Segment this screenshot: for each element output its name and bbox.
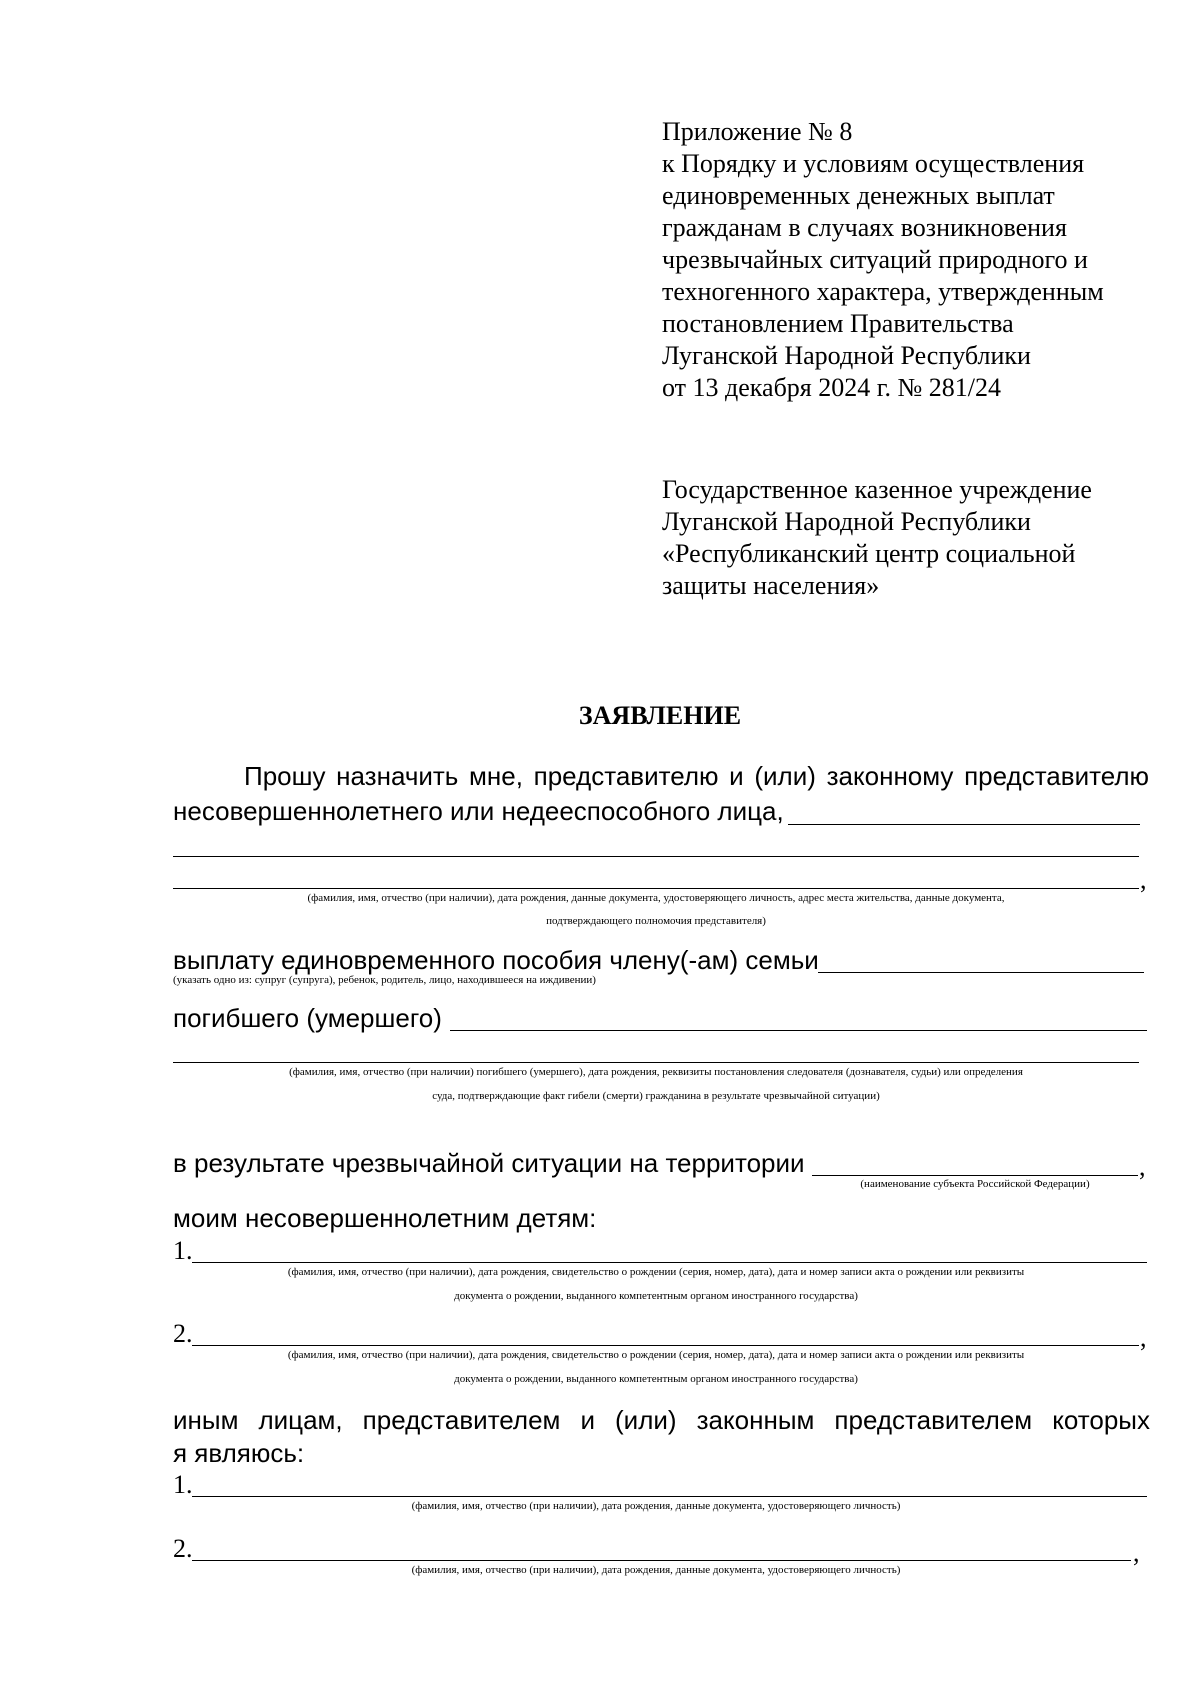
child-number: 2. [173, 1319, 193, 1348]
territory-field[interactable] [812, 1175, 1138, 1176]
others-heading-2: я являюсь: [173, 1438, 305, 1468]
document-title: ЗАЯВЛЕНИЕ [578, 701, 742, 730]
payment-label: выплату единовременного пособия члену(-ам) семьи [173, 945, 819, 975]
request-line-2: несовершеннолетнего или недееспособного лица, [173, 796, 784, 826]
deceased-label: погибшего (умершего) [173, 1003, 442, 1033]
payment-hint: (указать одно из: супруг (супруга), ребенок, родитель, лицо, находившееся на иждивении) [173, 974, 596, 986]
appendix-line: Приложение № 8 [662, 117, 853, 146]
request-name-field-1[interactable] [788, 824, 1140, 825]
others-heading-1: иным лицам, представителем и (или) законным представителем которых [173, 1405, 1150, 1435]
recipient-block [662, 474, 1092, 602]
child-hint-1b: документа о рождении, выданного компетентным органом иностранного государства) [454, 1290, 858, 1302]
recipient-line: «Республиканский центр социальной [662, 539, 1076, 568]
deceased-field-1[interactable] [450, 1030, 1147, 1031]
appendix-line: чрезвычайных ситуаций природного и [662, 245, 1088, 274]
child-hint-2b: документа о рождении, выданного компетентным органом иностранного государства) [454, 1373, 858, 1385]
other-hint-1: (фамилия, имя, отчество (при наличии), дата рождения, данные документа, удостоверяющего личность) [411, 1500, 901, 1512]
deceased-field-2[interactable] [173, 1062, 1139, 1063]
other-hint-2: (фамилия, имя, отчество (при наличии), дата рождения, данные документа, удостоверяющего личность) [411, 1564, 901, 1576]
child-number: 1. [173, 1236, 193, 1265]
request-hint-2: подтверждающего полномочия представителя) [546, 915, 766, 927]
recipient-line: защиты населения» [662, 571, 880, 600]
deceased-hint-1: (фамилия, имя, отчество (при наличии) погибшего (умершего), дата рождения, реквизиты постановления следователя (дознавателя, судьи) или определения [289, 1066, 1023, 1078]
appendix-line: гражданам в случаях возникновения [662, 213, 1067, 242]
appendix-block [662, 116, 1104, 404]
other-field-2[interactable] [192, 1560, 1131, 1561]
appendix-line: Луганской Народной Республики [662, 341, 1031, 370]
other-number: 1. [173, 1470, 193, 1499]
territory-hint: (наименование субъекта Российской Федерации) [860, 1178, 1090, 1190]
request-comma: , [1140, 865, 1147, 894]
other-number: 2. [173, 1534, 193, 1563]
request-name-field-2[interactable] [173, 856, 1139, 857]
request-hint-1: (фамилия, имя, отчество (при наличии), дата рождения, данные документа, удостоверяющего личность, адрес места жительства, данные документа, [307, 892, 1005, 904]
child-comma: , [1140, 1323, 1147, 1352]
appendix-line: постановлением Правительства [662, 309, 1014, 338]
recipient-line: Государственное казенное учреждение [662, 475, 1092, 504]
appendix-line: техногенного характера, утвержденным [662, 277, 1104, 306]
child-hint-2a: (фамилия, имя, отчество (при наличии), дата рождения, свидетельство о рождении (серия, номер, дата), дата и номер записи акта о рождении или реквизиты [287, 1349, 1025, 1361]
child-hint-1a: (фамилия, имя, отчество (при наличии), дата рождения, свидетельство о рождении (серия, номер, дата), дата и номер записи акта о рождении или реквизиты [287, 1266, 1025, 1278]
request-line-1: Прошу назначить мне, представителю и (или) законному представителю [244, 761, 1149, 791]
other-comma: , [1133, 1538, 1140, 1567]
request-name-field-3[interactable] [173, 888, 1139, 889]
appendix-line: от 13 декабря 2024 г. № 281/24 [662, 373, 1002, 402]
child-field-2[interactable] [192, 1345, 1139, 1346]
deceased-hint-2: суда, подтверждающие факт гибели (смерти) гражданина в результате чрезвычайной ситуации) [432, 1090, 880, 1102]
other-field-1[interactable] [192, 1496, 1147, 1497]
appendix-line: единовременных денежных выплат [662, 181, 1055, 210]
payment-field[interactable] [818, 972, 1144, 973]
children-heading: моим несовершеннолетним детям: [173, 1203, 597, 1233]
territory-label: в результате чрезвычайной ситуации на территории [173, 1148, 805, 1178]
child-field-1[interactable] [192, 1262, 1147, 1263]
appendix-line: к Порядку и условиям осуществления [662, 149, 1085, 178]
recipient-line: Луганской Народной Республики [662, 507, 1031, 536]
territory-comma: , [1139, 1152, 1146, 1181]
